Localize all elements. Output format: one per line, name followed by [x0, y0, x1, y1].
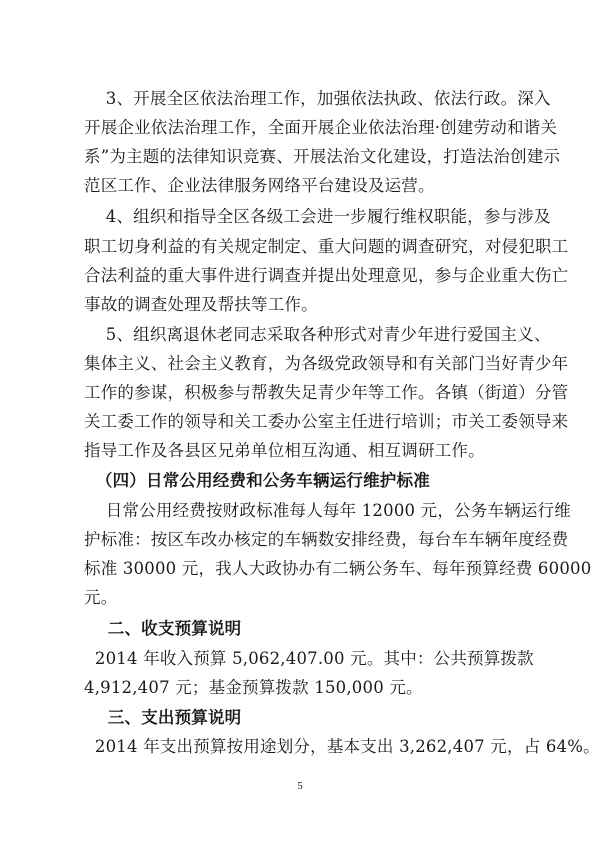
text-line: 关工委工作的领导和关工委办公室主任进行培训；市关工委领导来: [84, 412, 569, 431]
text-line: 系”为主题的法律知识竞赛、开展法治文化建设，打造法治创建示: [84, 147, 561, 166]
section-heading: （四）日常公用经费和公务车辆运行维护标准: [84, 471, 430, 490]
text-line: 集体主义、社会主义教育，为各级党政领导和有关部门当好青少年: [84, 354, 569, 373]
text-line: 事故的调查处理及帮扶等工作。: [84, 295, 318, 314]
text-line: 工作的参谋，积极参与帮教失足青少年等工作。各镇（街道）分管: [84, 383, 569, 402]
text-line: 元。: [84, 588, 118, 607]
text-line: 4,912,407 元；基金预算拨款 150,000 元。: [84, 678, 423, 697]
text-line: 2014 年支出预算按用途划分，基本支出 3,262,407 元，占 64%。: [84, 737, 600, 756]
text-line: 职工切身利益的有关规定制定、重大问题的调查研究，对侵犯职工: [84, 237, 569, 256]
text-line: 日常公用经费按财政标准每人每年 12000 元，公务车辆运行维: [84, 501, 571, 520]
text-line: 5、组织离退休老同志采取各种形式对青少年进行爱国主义、: [84, 325, 551, 344]
text-line: 开展企业依法治理工作，全面开展企业依法治理·创建劳动和谐关: [84, 118, 558, 137]
text-line: 指导工作及各县区兄弟单位相互沟通、相互调研工作。: [84, 441, 485, 460]
text-line: 4、组织和指导全区各级工会进一步履行维权职能，参与涉及: [84, 207, 551, 226]
section-heading: 二、收支预算说明: [84, 619, 242, 638]
text-line: 护标准：按区车改办核定的车辆数安排经费，每台车车辆年度经费: [84, 530, 569, 549]
text-line: 标准 30000 元，我人大政协办有二辆公务车、每年预算经费 60000: [84, 559, 592, 578]
page-number: 5: [297, 780, 303, 792]
text-line: 范区工作、企业法律服务网络平台建设及运营。: [84, 176, 435, 195]
section-heading: 三、支出预算说明: [84, 708, 242, 727]
text-line: 2014 年收入预算 5,062,407.00 元。其中：公共预算拨款: [84, 649, 534, 668]
text-line: 3、开展全区依法治理工作，加强依法执政、依法行政。深入: [84, 89, 551, 108]
text-line: 合法利益的重大事件进行调查并提出处理意见，参与企业重大伤亡: [84, 266, 569, 285]
